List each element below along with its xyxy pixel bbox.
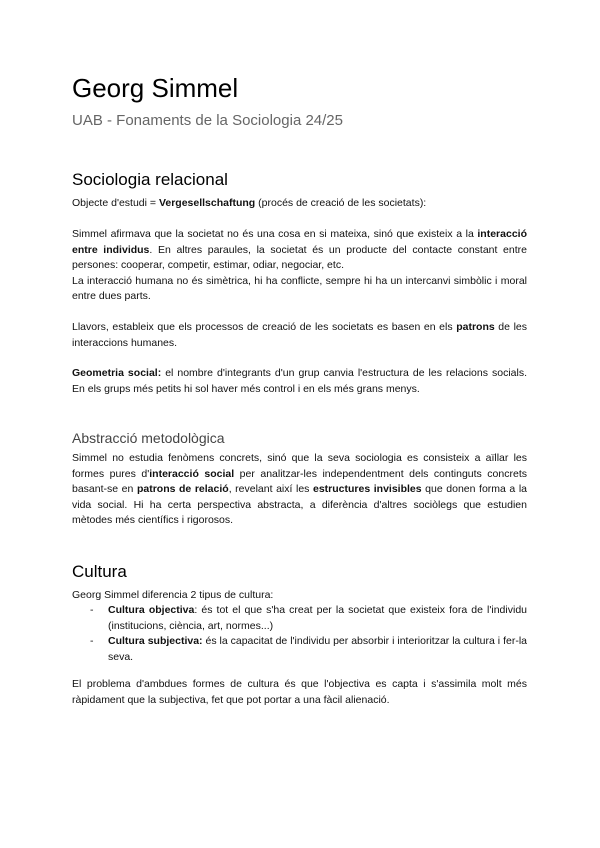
text-cultura-subjectiva: és la capacitat de l'individu per absorbir i interioritzar la cultura i fer-la seva. xyxy=(108,635,527,663)
document-title: Georg Simmel xyxy=(72,73,239,103)
paragraph-abstraccio xyxy=(72,451,527,529)
abs-bold-estructures: estructures invisibles xyxy=(312,483,422,495)
abs-text-e: , revelant així les xyxy=(228,483,313,495)
objecte-suffix: (procés de creació de les societats): xyxy=(255,197,427,209)
list-item-cultura-objectiva xyxy=(72,603,527,634)
term-cultura-subjectiva: Cultura subjectiva: xyxy=(108,635,203,647)
term-cultura-objectiva: Cultura objectiva xyxy=(108,604,195,616)
p1-text-c: . En altres paraules, la societat és un producte del contacte constant entre persones: cooperar, competir, estimar, odiar, negociar, etc. xyxy=(72,243,527,271)
heading-cultura: Cultura xyxy=(72,562,127,581)
paragraph-cultura-problema: El problema d'ambdues formes de cultura és que l'objectiva es capta i s'assimila molt més ràpidament que la subjectiva, fet que pot portar a una fàcil alienació. xyxy=(72,678,527,706)
objecte-prefix: Objecte d'estudi = xyxy=(72,197,159,209)
heading-abstraccio-metodologica: Abstracció metodològica xyxy=(72,430,225,446)
p2-text: La interacció humana no és simètrica, hi ha conflicte, sempre hi ha un intercanvi simbòlic i moral entre dues parts. xyxy=(72,274,527,302)
paragraph-cultura-intro: Georg Simmel diferencia 2 tipus de cultura: xyxy=(72,589,274,601)
abs-bold-patrons-relacio: patrons de relació xyxy=(136,483,229,495)
bullet-dash: - xyxy=(90,635,94,647)
p4-bold-geometria: Geometria social: xyxy=(72,367,162,379)
cultura-list xyxy=(72,603,527,665)
p3-text-a: Llavors, estableix que els processos de creació de les societats es basen en els xyxy=(72,321,457,333)
paragraph-societat-interaccio xyxy=(72,227,527,305)
heading-sociologia-relacional: Sociologia relacional xyxy=(72,170,228,189)
p3-bold-patrons: patrons xyxy=(456,321,495,333)
p4-text: el nombre d'integrants d'un grup canvia l'estructura de les relacions socials. En els grups més petits hi sol haver més control i en els més grans menys. xyxy=(72,367,527,395)
p1-text-a: Simmel afirmava que la societat no és una cosa en si mateixa, sinó que existeix a la xyxy=(72,228,478,240)
p3-text-c: de les interaccions humanes. xyxy=(72,321,527,349)
abs-text-c: per analitzar-les independentment dels continguts concrets basant-se en xyxy=(72,467,527,495)
abs-bold-interaccio-social: interacció social xyxy=(149,467,235,480)
paragraph-objecte-estudi xyxy=(72,196,527,212)
paragraph-geometria-social xyxy=(72,366,527,397)
text-cultura-objectiva: : és tot el que s'ha creat per la societat que existeix fora de l'individu (institucions, ciència, art, normes...) xyxy=(108,604,527,632)
list-item-cultura-subjectiva xyxy=(72,634,527,665)
objecte-term: Vergesellschaftung xyxy=(158,197,256,209)
p1-bold-interaccio: interacció entre individus xyxy=(72,228,527,256)
paragraph-patrons xyxy=(72,320,527,351)
abs-text-a: Simmel no estudia fenòmens concrets, sinó que la seva sociologia es consisteix a aïllar les formes pures d' xyxy=(72,452,527,480)
bullet-dash: - xyxy=(90,604,94,616)
abs-text-g: que donen forma a la vida social. Hi ha certa perspectiva abstracta, a diferència d'altres sociòlegs que estudien mètodes més científics i rigorosos. xyxy=(72,483,528,526)
document-subtitle: UAB - Fonaments de la Sociologia 24/25 xyxy=(72,112,343,129)
